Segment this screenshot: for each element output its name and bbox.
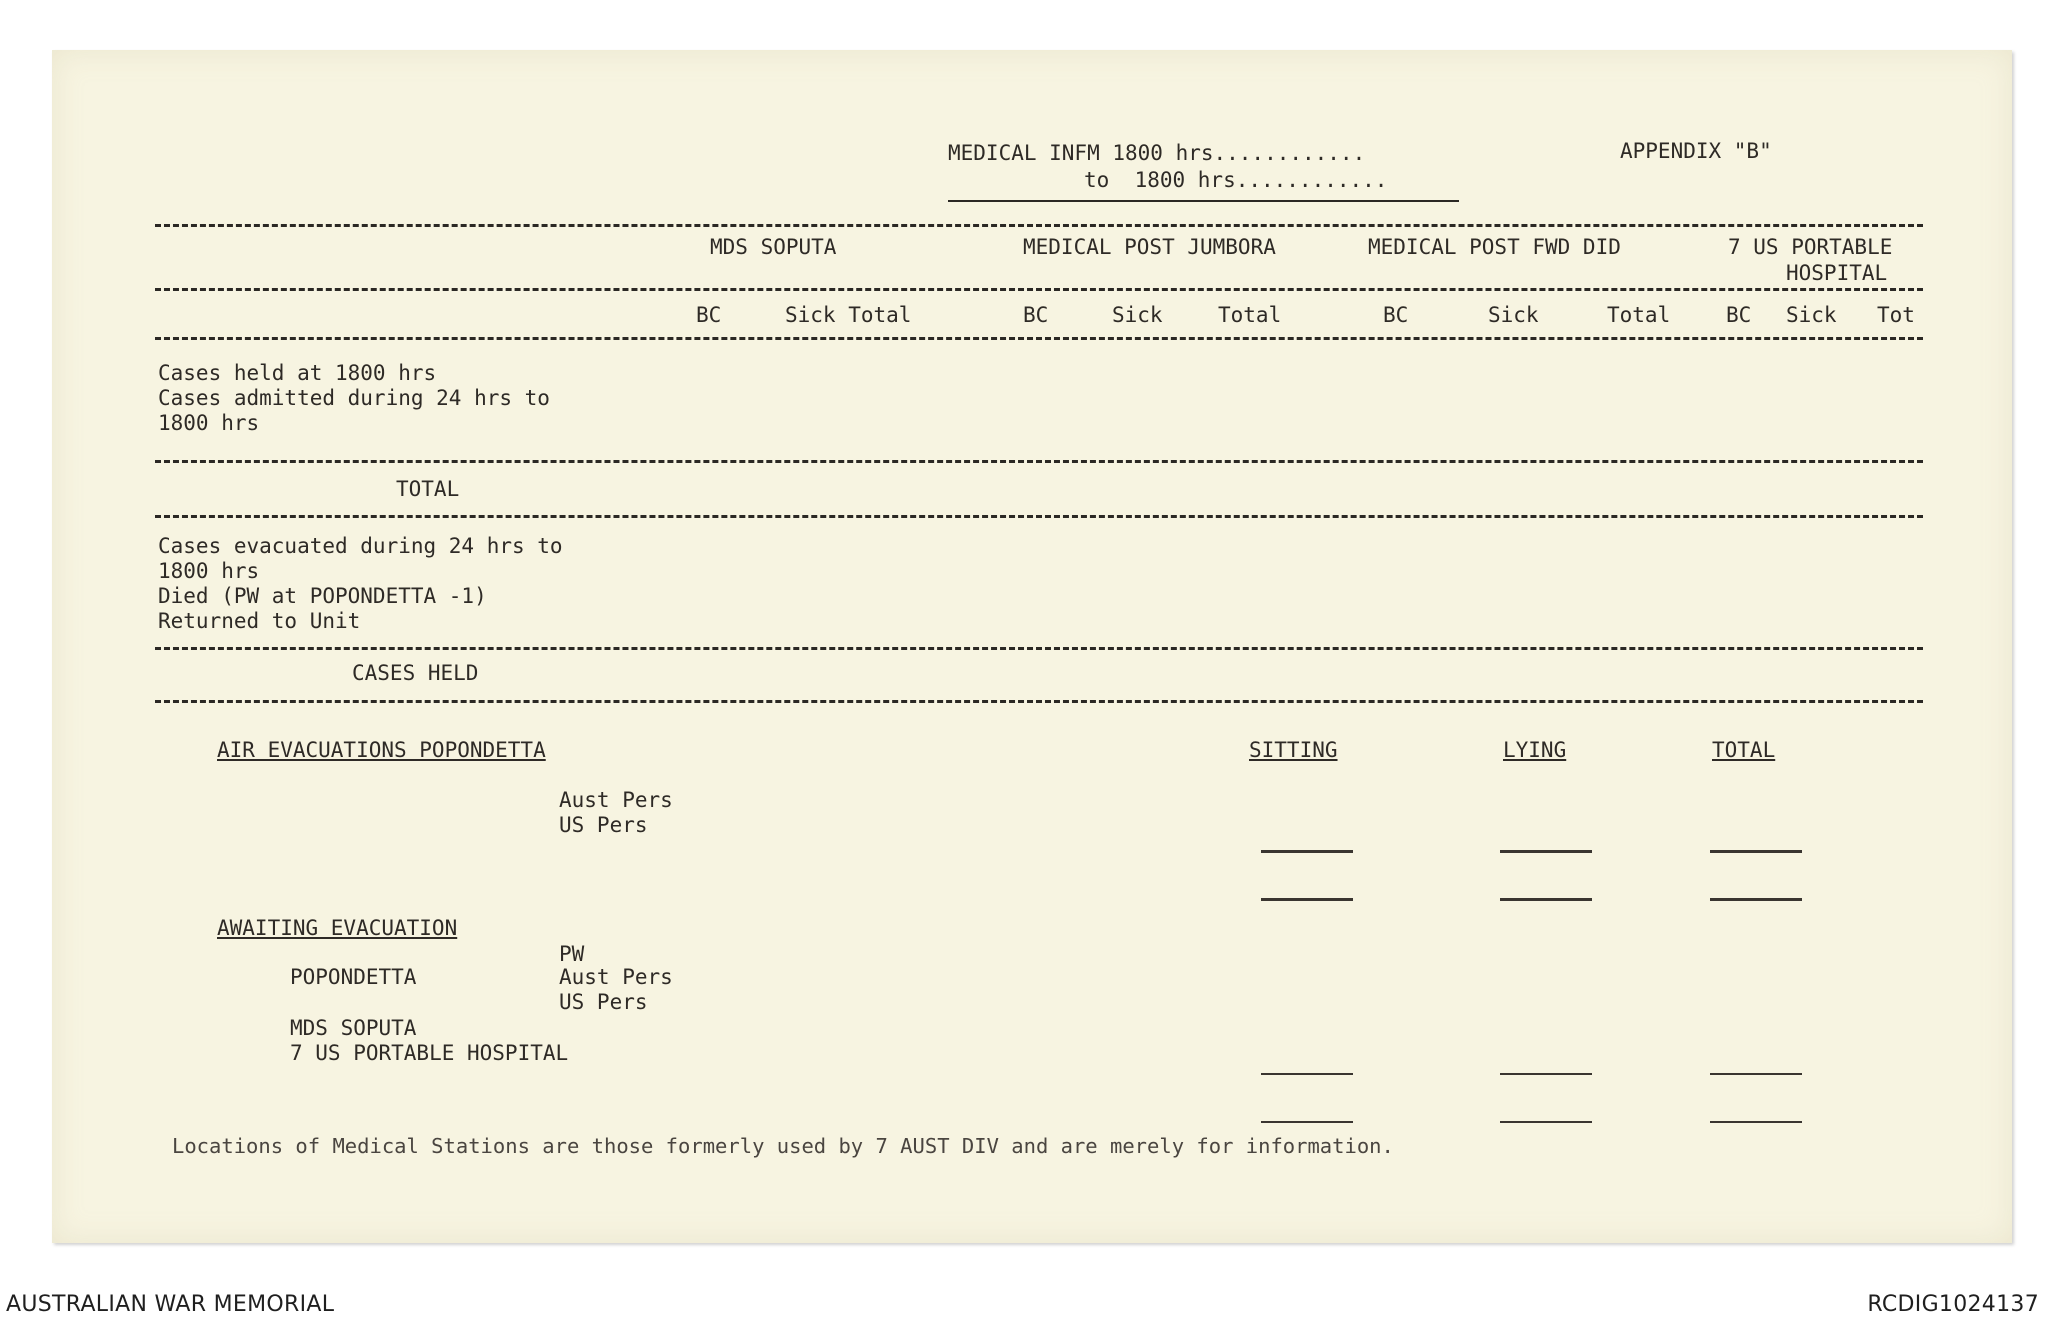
awaiting-lying-blank-1 <box>1500 1073 1592 1075</box>
row-evacuated-2: 1800 hrs <box>158 559 260 583</box>
table-rule-groups <box>155 288 1923 291</box>
row-cases-admitted-2: 1800 hrs <box>158 411 260 435</box>
row-cases-admitted-1: Cases admitted during 24 hrs to <box>158 386 550 410</box>
air-total-blank-2 <box>1710 898 1802 901</box>
subheader-sick-3: Sick <box>1488 303 1539 327</box>
subheader-total-3: Total <box>1607 303 1671 327</box>
awaiting-sitting-blank-1 <box>1261 1073 1353 1075</box>
air-evacuations-title: AIR EVACUATIONS POPONDETTA <box>217 738 546 762</box>
awaiting-mds-soputa: MDS SOPUTA <box>290 1016 417 1040</box>
row-cases-held: Cases held at 1800 hrs <box>158 361 437 385</box>
footer-record-id: RCDIG1024137 <box>1867 1292 2039 1317</box>
air-total-blank-1 <box>1710 850 1802 853</box>
awaiting-us-pers: US Pers <box>559 990 648 1014</box>
air-sitting-blank-1 <box>1261 850 1353 853</box>
air-header-sitting: SITTING <box>1249 738 1338 762</box>
awaiting-evacuation-title: AWAITING EVACUATION <box>217 916 458 940</box>
air-lying-blank-2 <box>1500 898 1592 901</box>
table-rule-subheaders <box>155 337 1923 340</box>
medical-infm-line1: MEDICAL INFM 1800 hrs............ <box>948 141 1366 165</box>
table-rule-total-top <box>155 460 1923 463</box>
column-group-mds-soputa: MDS SOPUTA <box>710 235 837 259</box>
row-evacuated-1: Cases evacuated during 24 hrs to <box>158 534 563 558</box>
air-header-lying: LYING <box>1503 738 1567 762</box>
subheader-bc-2: BC <box>1023 303 1049 327</box>
subheader-bc-4: BC <box>1726 303 1752 327</box>
appendix-label: APPENDIX "B" <box>1620 139 1772 163</box>
air-aust-pers: Aust Pers <box>559 788 673 812</box>
subheader-sick-4: Sick <box>1786 303 1837 327</box>
air-lying-blank-1 <box>1500 850 1592 853</box>
column-group-medical-post-jumbora: MEDICAL POST JUMBORA <box>1023 235 1276 259</box>
awaiting-aust-pers: Aust Pers <box>559 965 673 989</box>
table-rule-bottom <box>155 700 1923 703</box>
footer-archive-name: AUSTRALIAN WAR MEMORIAL <box>6 1292 335 1317</box>
header-underline <box>948 200 1459 202</box>
subheader-bc-1: BC <box>696 303 722 327</box>
row-returned: Returned to Unit <box>158 609 361 633</box>
awaiting-lying-blank-2 <box>1500 1121 1592 1123</box>
awaiting-total-blank-2 <box>1710 1121 1802 1123</box>
column-group-hospital: HOSPITAL <box>1786 261 1888 285</box>
locations-note: Locations of Medical Stations are those formerly used by 7 AUST DIV and are merely for information. <box>172 1134 1394 1158</box>
row-died: Died (PW at POPONDETTA -1) <box>158 584 487 608</box>
subheader-total-4: Tot <box>1877 303 1915 327</box>
air-us-pers: US Pers <box>559 813 648 837</box>
awaiting-7-us-portable-hospital: 7 US PORTABLE HOSPITAL <box>290 1041 569 1065</box>
row-cases-held-total: CASES HELD <box>352 661 479 685</box>
air-sitting-blank-2 <box>1261 898 1353 901</box>
subheader-bc-3: BC <box>1383 303 1409 327</box>
subheader-sick-total-1: Sick Total <box>785 303 912 327</box>
subheader-sick-2: Sick <box>1112 303 1163 327</box>
awaiting-total-blank-1 <box>1710 1073 1802 1075</box>
air-header-total: TOTAL <box>1712 738 1776 762</box>
row-total: TOTAL <box>396 477 460 501</box>
table-rule-top <box>155 224 1923 227</box>
medical-infm-line2: to 1800 hrs............ <box>1084 168 1388 192</box>
subheader-total-2: Total <box>1218 303 1282 327</box>
awaiting-popondetta: POPONDETTA <box>290 965 417 989</box>
column-group-7-us-portable: 7 US PORTABLE <box>1728 235 1893 259</box>
table-rule-cases-held-top <box>155 647 1923 650</box>
awaiting-pw: PW <box>559 942 585 966</box>
column-group-medical-post-fwd-did: MEDICAL POST FWD DID <box>1368 235 1621 259</box>
awaiting-sitting-blank-2 <box>1261 1121 1353 1123</box>
table-rule-total-bottom <box>155 515 1923 518</box>
